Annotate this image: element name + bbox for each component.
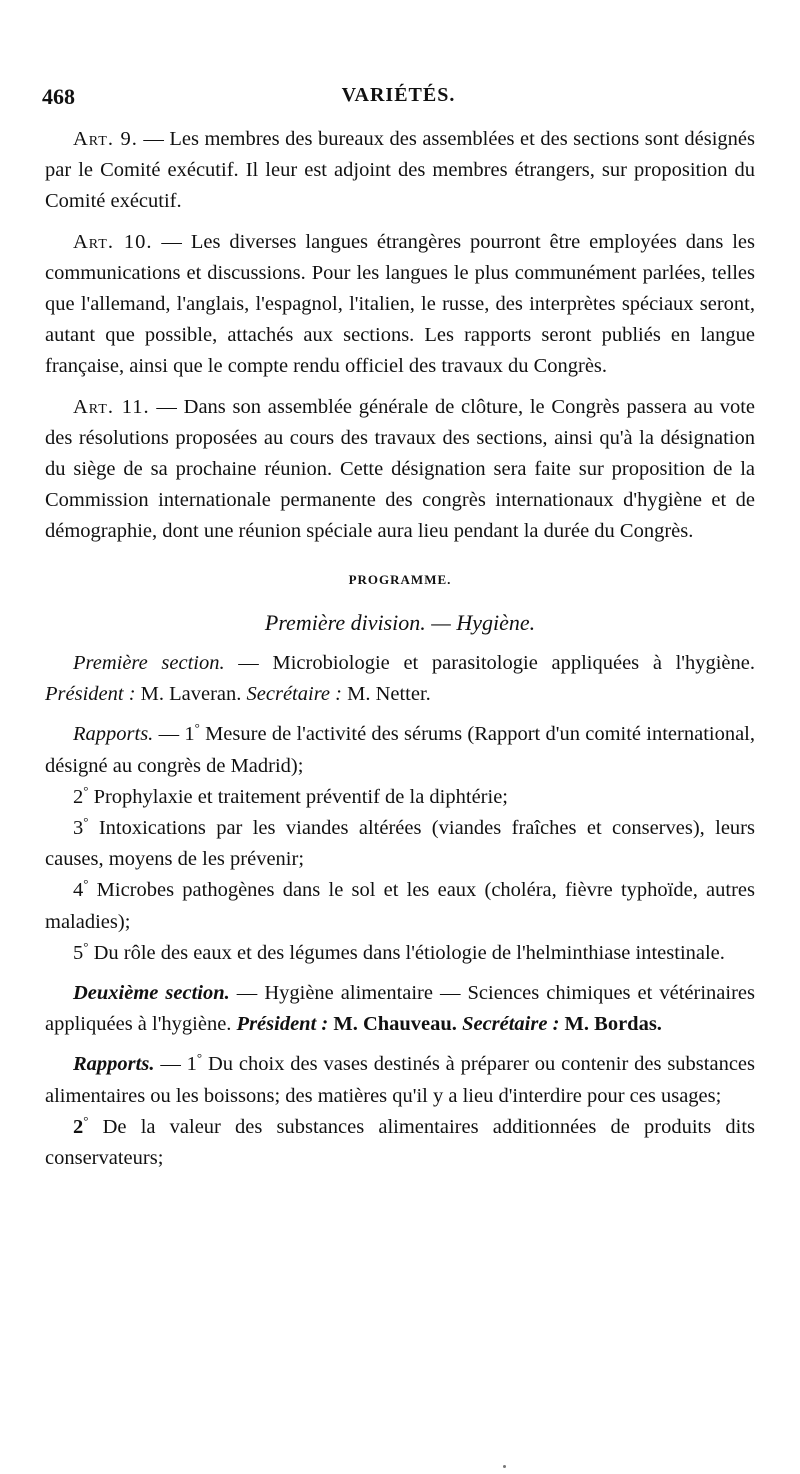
article-text: Les diverses langues étrangères pourront être employées dans les communications et discussions. Pour les langues le plus communément parlées, telles que l'allemand, l'anglais, l'espagnol, l'italien, le russe, des interprètes spéciaux seront, autant que possible, attachés aux sections. Les rapports seront publiés en langue française, ainsi que le compte rendu officiel des travaux du Congrès. [45,230,756,378]
item-text: Prophylaxie et traitement préventif de la diphtérie; [88,785,508,808]
page-header [42,84,755,114]
secretary-name: M. Bordas. [559,1013,662,1036]
degree-mark: ° [83,1113,89,1129]
section-2 [45,978,755,1040]
degree-mark: ° [83,939,89,955]
article-text: Dans son assemblée générale de clôture, le Congrès passera au vote des résolutions proposées au cours des travaux des sections, ainsi qu'à la désignation du siège de sa prochaine réunion. Cette désignation sera faite sur proposition de la Commission internationale permanente des congrès internationaux d'hygiène et de démographie, dont une réunion spéciale aura lieu pendant la durée du Congrès. [45,395,756,543]
rapports-label: Rapports. [73,723,154,746]
item-text: Mesure de l'activité des sérums (Rapport d'un comité international, désigné au congrès de Madrid); [45,723,756,777]
section-1 [45,648,755,710]
section-title: Deuxième section. [73,982,230,1005]
degree-mark: ° [194,720,200,736]
rapports-dash: — [154,1053,187,1076]
rapport-item [45,1049,755,1111]
secretary-name: M. Netter. [341,683,431,706]
rapports-label: Rapports. [73,1053,155,1076]
rapport-item [45,1112,755,1174]
article-11 [45,392,755,548]
section-text: Hygiène alimentaire — Sciences chimiques et vétérinaires appliquées à l'hygiène. [45,982,755,1036]
rapport-item [45,719,755,781]
rapport-item [45,875,755,937]
item-number: 2 [73,785,84,808]
item-text: Microbes pathogènes dans le sol et les eaux (choléra, fièvre typhoïde, autres maladies); [45,879,755,933]
rapport-item [45,782,755,813]
section-dash: — [224,652,273,675]
item-text: Du choix des vases destinés à préparer ou contenir des substances alimentaires ou les boissons; des matières qu'il y a lieu d'interdire pour ces usages; [45,1053,755,1107]
item-number: 2 [73,1115,84,1138]
degree-mark: ° [83,814,89,830]
division-title: Première division. — Hygiène. [264,609,536,635]
degree-mark: ° [196,1050,203,1066]
president-name: M. Laveran. [135,683,247,706]
print-speck [503,1465,506,1468]
item-number: 5 [73,941,84,964]
rapport-item [45,813,755,875]
programme-heading: PROGRAMME. [348,571,452,587]
article-text: Les membres des bureaux des assemblées et des sections sont désignés par le Comité exécutif. Il leur est adjoint des membres étrangers, sur proposition du Comité exécutif. [45,128,756,213]
article-label: Art. 10. [73,230,153,253]
rapport-item [45,938,755,969]
page-body [45,124,755,1174]
section-dash: — [229,982,265,1005]
secretary-label: Secrétaire : [462,1013,560,1036]
item-text: Intoxications par les viandes altérées (viandes fraîches et conserves), leurs causes, moyens de les prévenir; [45,817,755,871]
item-number: 3 [73,817,84,840]
item-text: Du rôle des eaux et des légumes dans l'étiologie de l'helminthiase intestinale. [88,941,725,964]
degree-mark: ° [83,876,89,892]
article-9 [45,124,755,218]
item-number: 4 [73,879,84,902]
article-label: Art. 11. [73,395,150,418]
rapports-dash: — [153,723,185,746]
running-head: VARIÉTÉS. [341,84,456,106]
section-text: Microbiologie et parasitologie appliquées à l'hygiène. [272,652,755,675]
article-dash: — [149,395,184,418]
article-10 [45,227,755,383]
degree-mark: ° [83,783,89,799]
item-number: 1 [186,1053,197,1076]
president-name: M. Chauveau. [328,1013,463,1036]
president-label: Président : [45,683,136,706]
item-number: 1 [184,723,195,746]
item-text: De la valeur des substances alimentaires additionnées de produits dits conservateurs; [45,1115,755,1170]
president-label: Président : [236,1013,329,1036]
page-number: 468 [42,84,75,109]
article-label: Art. 9. [73,128,138,150]
secretary-label: Secrétaire : [246,683,342,706]
article-dash: — [152,230,191,253]
article-dash: — [137,128,170,150]
section-title: Première section. [73,652,225,675]
